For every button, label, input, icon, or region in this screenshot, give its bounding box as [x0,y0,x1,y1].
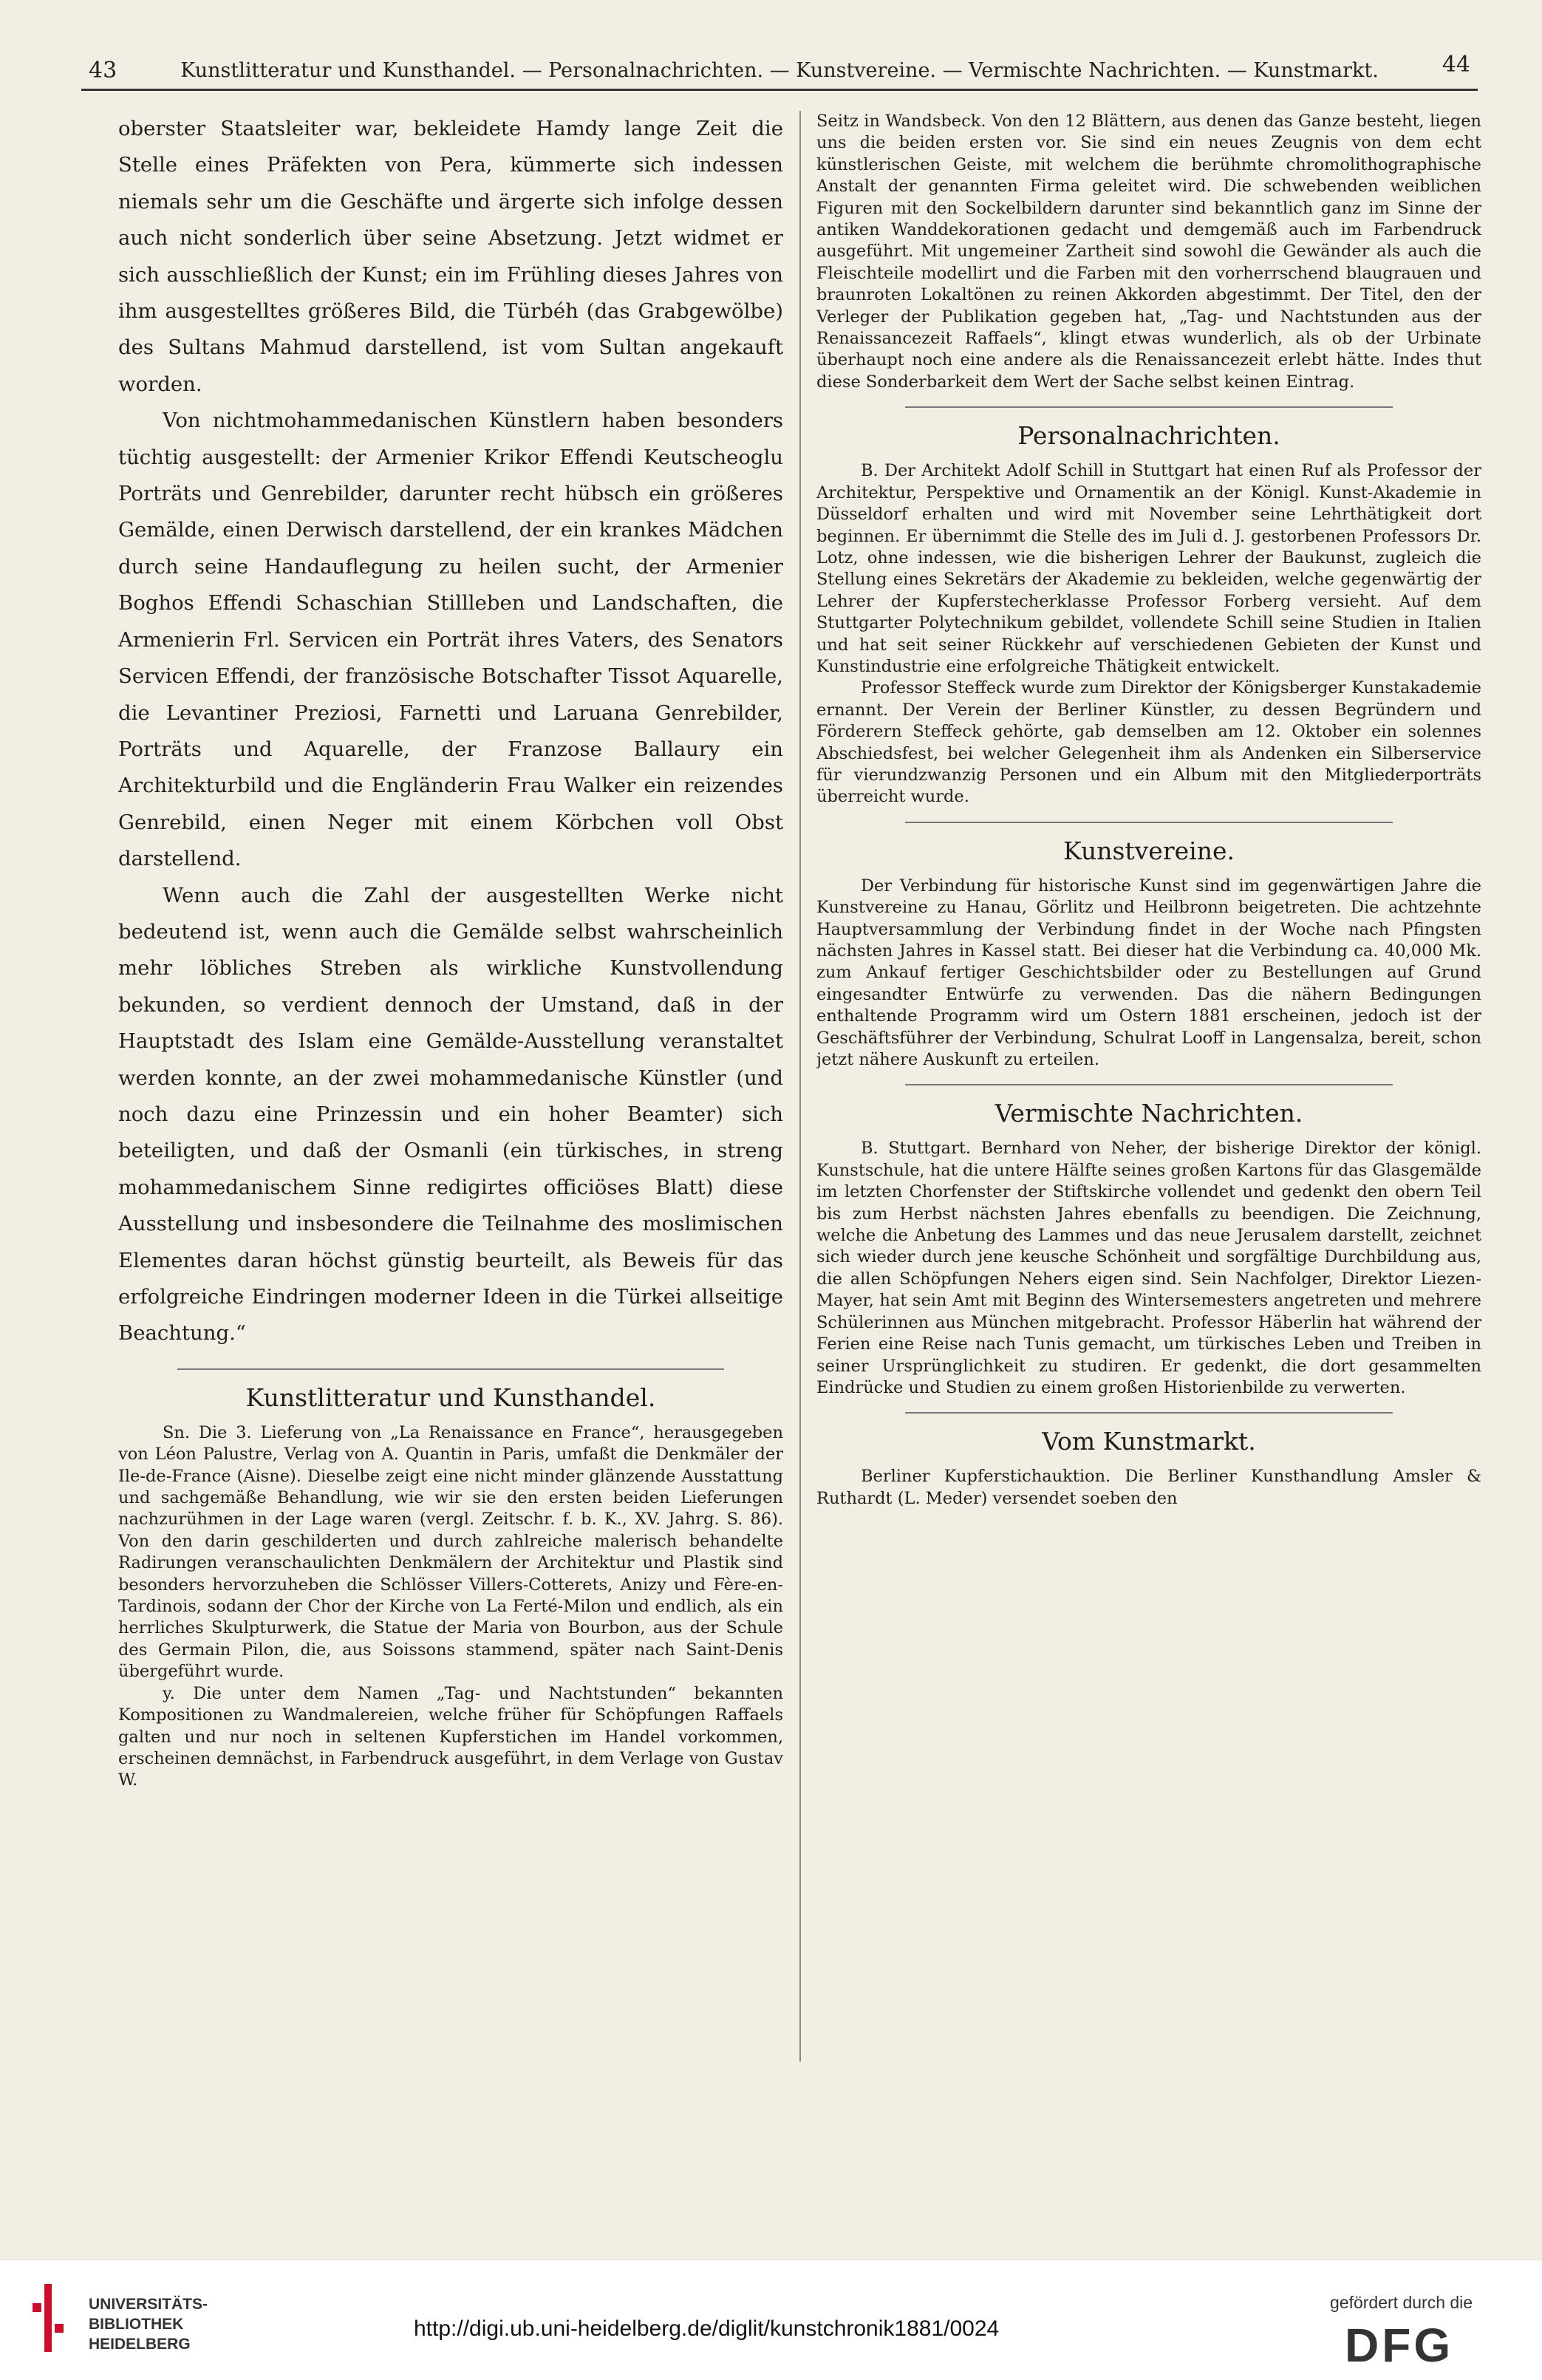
kunstmarkt-paragraph: Berliner Kupferstichauktion. Die Berliner Kunsthandlung Amsler & Ruthardt (L. Meder) versendet soeben den [816,1467,1481,1508]
institution-line: HEIDELBERG [89,2336,191,2353]
institution-line: UNIVERSITÄTS- [89,2296,208,2313]
section-heading-vereine: Kunstvereine. [1063,836,1235,865]
left-paragraph: Von nichtmohammedanischen Künstlern haben besonders tüchtig ausgestellt: der Armenier Krikor Effendi Keutscheoglu Porträts und Genrebilder, darunter recht hübsch ein größeres Gemälde, einen Derwisch darstellend, der ein krankes Mädchen durch seine Handauflegung zu heilen sucht, der Armenier Boghos Effendi Schaschian Stillleben und Landschaften, die Armenierin Frl. Servicen ein Porträt ihres Vaters, des Senators Servicen Effendi, der französische Botschafter Tissot Aquarelle, die Levantiner Preziosi, Farnetti und Laruana Genrebilder, Porträts und Aquarelle, der Franzose Ballaury ein Architekturbild und die Engländerin Frau Walker ein reizendes Genrebild, einen Neger mit einem Körbchen voll Obst darstellend. [118,409,783,871]
right-column [816,111,1481,2076]
section-rule [177,1368,724,1370]
right-intro-paragraph: Seitz in Wandsbeck. Von den 12 Blättern, aus denen das Ganze besteht, liegen uns die beiden ersten vor. Sie sind ein neues Zeugnis von dem echt künstlerischen Geiste, mit welchem die berühmte chromolithographische Anstalt der genannten Firma geleitet wird. Die schwebenden weiblichen Figuren mit den Sockelbildern darunter sind bekanntlich ganz im Sinne der antiken Wanddekorationen gedacht und demgemäß auch im Farbendruck ausgeführt. Mit ungemeiner Zartheit sind sowohl die Gewänder als auch die Fleischteile modellirt und die Farben mit den vorherrschend blaugrauen und braunroten Lokaltönen zu reinen Akkorden abgestimmt. Der Titel, den der Verleger der Publikation gegeben hat, „Tag- und Nachtstunden aus der Renaissancezeit Raffaels“, klingt etwas wunderlich, als ob der Urbinate überhaupt noch eine andere als die Renaissancezeit erlebt hätte. Indes thut diese Sonderbarkeit dem Wert der Sache selbst keinen Eintrag. [816,112,1481,392]
left-paragraph: Wenn auch die Zahl der ausgestellten Werke nicht bedeutend ist, wenn auch die Gemälde selbst wahrscheinlich mehr löbliches Streben als wirkliche Kunstvollendung bekunden, so verdient dennoch der Umstand, daß in der Hauptstadt des Islam eine Gemälde-Ausstellung veranstaltet werden konnte, an der zwei mohammedanische Künstler (und noch dazu eine Prinzessin und ein hoher Beamter) sich beteiligten, und daß der Osmanli (ein türkisches, in streng mohammedanischem Sinne redigirtes officiöses Blatt) diese Ausstellung und insbesondere die Teilnahme des moslimischen Elementes daran höchst günstig beurteilt, als Beweis für das erfolgreiche Eindringen moderner Ideen in die Türkei allseitige Beachtung.“ [118,883,783,1346]
dfg-logo: DFG [1345,2319,1454,2372]
section-heading-kunstmarkt: Vom Kunstmarkt. [1042,1427,1256,1456]
digitization-footer [0,2260,1542,2380]
personal-paragraph: Professor Steffeck wurde zum Direktor der Königsberger Kunstakademie ernannt. Der Verein der Berliner Künstler, zu dessen Begründern und Förderern Steffeck gehörte, gab demselben am 12. Oktober ein solennes Abschiedsfest, bei welcher Gelegenheit ihm als Andenken ein Silberservice für vierundzwanzig Personen und ein Album mit den Mitgliederporträts überreicht wurde. [816,678,1481,807]
kunstlitteratur-paragraph: Sn. Die 3. Lieferung von „La Renaissance en France“, herausgegeben von Léon Palustre, Verlag von A. Quantin in Paris, umfaßt die Denkmäler der Ile-de-France (Aisne). Dieselbe zeigt eine nicht minder glänzende Ausstattung und sachgemäße Behandlung, wie wir sie den ersten beiden Lieferungen nachzurühmen in der Lage waren (vergl. Zeitschr. f. b. K., XV. Jahrg. S. 86). Von den darin geschilderten und durch zahlreiche malerisch behandelte Radirungen veranschaulichten Denkmälern der Architektur und Plastik sind besonders hervorzuheben die Schlösser Villers-Cotterets, Anizy und Fère-en-Tardinois, sodann der Chor der Kirche von La Ferté-Milon und endlich, als ein herrliches Skulpturwerk, die Statue der Maria von Bourbon, aus der Schule des Germain Pilon, die, aus Soissons stammend, später nach Saint-Denis übergeführt wurde. [118,1422,783,1682]
kunstlitteratur-paragraph: y. Die unter dem Namen „Tag- und Nachtstunden“ bekannten Kompositionen zu Wandmalereien, welche früher für Schöpfungen Raffaels galten und nur noch in seltenen Kupferstichen im Handel vorkommen, erscheinen demnächst, in Farbendruck ausgeführt, in dem Verlage von Gustav W. [118,1683,783,1790]
left-body [118,111,783,1352]
left-paragraph: oberster Staatsleiter war, bekleidete Hamdy lange Zeit die Stelle eines Präfekten von Pera, kümmerte sich indessen niemals sehr um die Geschäfte und ärgerte sich infolge dessen auch nicht sonderlich über seine Absetzung. Jetzt widmet er sich ausschließlich der Kunst; ein im Frühling dieses Jahres von ihm ausgestelltes größeres Bild, die Türbéh (das Grabgewölbe) des Sultans Mahmud darstellend, ist vom Sultan angekauft worden. [118,117,783,396]
institution-line: BIBLIOTHEK [89,2316,184,2333]
section-rule [905,1084,1393,1085]
page-number-right: 44 [1442,52,1470,78]
column-divider [799,111,801,2062]
section-rule [905,822,1393,823]
vermischte-paragraph: B. Stuttgart. Bernhard von Neher, der bisherige Direktor der königl. Kunstschule, hat die untere Hälfte seines großen Kartons für das Glasgemälde im letzten Chorfenster der Stiftskirche vollendet und gedenkt den obern Teil bis zum Herbst nächsten Jahres ebenfalls zu beendigen. Die Zeichnung, welche die Anbetung des Lammes und das neue Jerusalem darstellt, zeichnet sich wieder durch jene keusche Schönheit und sorgfältige Durchbildung aus, die allen Schöpfungen Nehers eigen sind. Sein Nachfolger, Direktor Liezen-Mayer, hat sein Amt mit Beginn des Wintersemesters angetreten und mehrere Schülerinnen aus München mitgebracht. Professor Häberlin hat während der Ferien eine Reise nach Tunis gemacht, um türkisches Leben und Treiben in seiner Ursprünglichkeit zu studiren. Er gedenkt, die dort gesammelten Eindrücke und Studien zu einem großen Historienbilde zu verwerten. [816,1139,1481,1397]
running-title: Kunstlitteratur und Kunsthandel. — Personalnachrichten. — Kunstvereine. — Vermischte Nachrichten. — Kunstmarkt. [180,59,1379,82]
personal-paragraph: B. Der Architekt Adolf Schill in Stuttgart hat einen Ruf als Professor der Architektur, Perspektive und Ornamentik an der Königl. Kunst-Akademie in Düsseldorf erhalten und wird mit November seine Lehrthätigkeit dort beginnen. Er übernimmt die Stelle des im Juli d. J. gestorbenen Professors Dr. Lotz, ohne indessen, wie die bisherigen Lehrer der Baukunst, zugleich die Stellung eines Sekretärs der Akademie zu bekleiden, welche gegenwärtig der Lehrer der Kupferstecherklasse Professor Forberg versieht. Auf dem Stuttgarter Polytechnikum gebildet, vollendete Schill seine Studien in Italien und hat seit seiner Rückkehr auf verschiedenen Gebieten der Kunst und Kunstindustrie eine erfolgreiche Thätigkeit entwickelt. [816,461,1481,676]
vereine-paragraph: Der Verbindung für historische Kunst sind im gegenwärtigen Jahre die Kunstvereine zu Hanau, Görlitz und Heilbronn beigetreten. Die achtzehnte Hauptversammlung der Verbindung findet in der Woche nach Pfingsten nächsten Jahres in Kassel statt. Bei dieser hat die Verbindung ca. 40,000 Mk. zum Ankauf fertiger Geschichtsbilder oder zu Bestellungen auf Grund eingesandter Entwürfe zu verwenden. Das die nähern Bedingungen enthaltende Programm wird um Ostern 1881 erscheinen, jedoch ist der Geschäftsführer der Verbindung, Schulrat Looff in Langensalza, bereit, schon jetzt nähere Auskunft zu erteilen. [816,876,1481,1070]
section-heading-kunstlitteratur: Kunstlitteratur und Kunsthandel. [245,1382,656,1412]
section-heading-personal: Personalnachrichten. [1017,421,1280,451]
kunstlitteratur-body [118,1422,783,1792]
page-number-left: 43 [89,58,117,83]
institution-name [89,2294,208,2354]
running-header [81,52,1478,91]
university-library-logo-icon [31,2281,66,2355]
left-column [118,111,783,2076]
funding-note: gefördert durch die [1330,2293,1473,2312]
permalink-url[interactable]: http://digi.ub.uni-heidelberg.de/diglit/kunstchronik1881/0024 [414,2316,1000,2341]
section-heading-vermischte: Vermischte Nachrichten. [995,1099,1303,1128]
section-rule [905,406,1393,408]
section-rule [905,1412,1393,1414]
